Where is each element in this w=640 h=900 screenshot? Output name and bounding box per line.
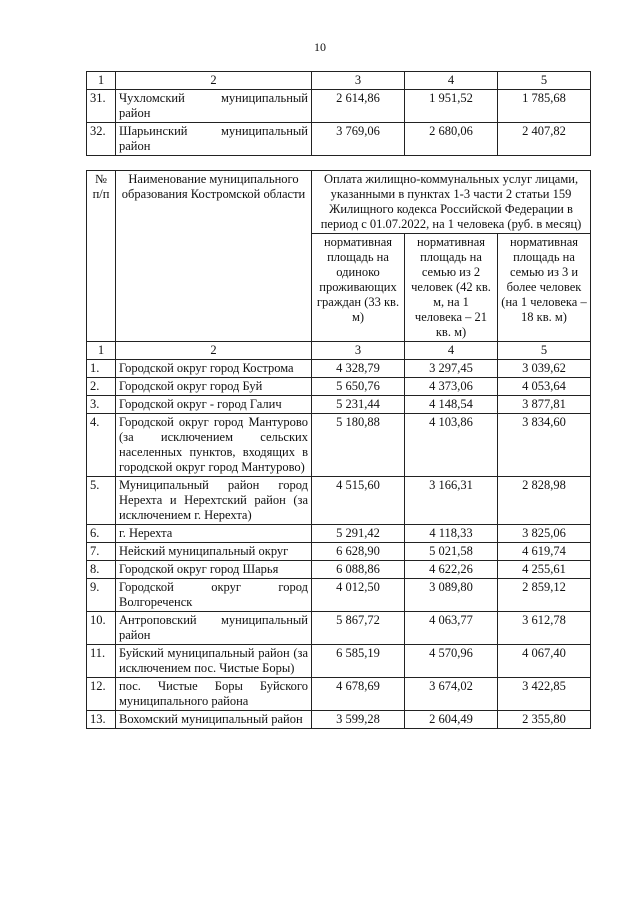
municipality-name: Антроповский муниципальный район xyxy=(116,612,312,645)
table-row xyxy=(87,477,591,525)
table-row xyxy=(87,645,591,678)
value-three: 4 067,40 xyxy=(498,645,591,678)
row-number: 1. xyxy=(87,360,116,378)
value-single: 6 585,19 xyxy=(312,645,405,678)
table-row xyxy=(87,378,591,396)
main-table xyxy=(86,170,591,729)
row-number: 10. xyxy=(87,612,116,645)
subheader-two: нормативная площадь на семью из 2 человек (42 кв. м, на 1 человека – 21 кв. м) xyxy=(405,234,498,342)
column-number: 1 xyxy=(87,342,116,360)
municipality-name: Вохомский муниципальный район xyxy=(116,711,312,729)
value-two: 4 148,54 xyxy=(405,396,498,414)
value-three: 1 785,68 xyxy=(498,90,591,123)
municipality-name: Шарьинский муниципальный район xyxy=(116,123,312,156)
municipality-name: Городской округ город Кострома xyxy=(116,360,312,378)
municipality-name: Городской округ город Мантурово (за исключением сельских населенных пунктов, входящих в городской округ город Мантурово) xyxy=(116,414,312,477)
value-three: 3 877,81 xyxy=(498,396,591,414)
row-number: 12. xyxy=(87,678,116,711)
value-two: 3 089,80 xyxy=(405,579,498,612)
subheader-three: нормативная площадь на семью из 3 и более человек (на 1 человека – 18 кв. м) xyxy=(498,234,591,342)
value-three: 2 355,80 xyxy=(498,711,591,729)
value-three: 4 053,64 xyxy=(498,378,591,396)
value-three: 3 422,85 xyxy=(498,678,591,711)
column-number: 5 xyxy=(498,72,591,90)
municipality-name: Чухломский муниципальный район xyxy=(116,90,312,123)
value-two: 3 297,45 xyxy=(405,360,498,378)
value-two: 4 118,33 xyxy=(405,525,498,543)
column-number-row xyxy=(87,72,591,90)
value-single: 2 614,86 xyxy=(312,90,405,123)
header-row xyxy=(87,171,591,234)
column-number: 3 xyxy=(312,72,405,90)
table-row xyxy=(87,579,591,612)
value-two: 1 951,52 xyxy=(405,90,498,123)
value-single: 5 231,44 xyxy=(312,396,405,414)
header-payment: Оплата жилищно-коммунальных услуг лицами, указанными в пунктах 1-3 части 2 статьи 159 Жилищного кодекса Российской Федерации в период с 01.07.2022, на 1 человека (руб. в месяц) xyxy=(312,171,591,234)
table-row xyxy=(87,414,591,477)
municipality-name: пос. Чистые Боры Буйского муниципального района xyxy=(116,678,312,711)
row-number: 32. xyxy=(87,123,116,156)
value-three: 2 828,98 xyxy=(498,477,591,525)
table-row xyxy=(87,90,591,123)
value-two: 4 570,96 xyxy=(405,645,498,678)
value-single: 4 515,60 xyxy=(312,477,405,525)
municipality-name: Нейский муниципальный округ xyxy=(116,543,312,561)
page-number: 10 xyxy=(314,40,326,54)
value-two: 4 373,06 xyxy=(405,378,498,396)
column-number: 2 xyxy=(116,72,312,90)
row-number: 2. xyxy=(87,378,116,396)
table-row xyxy=(87,123,591,156)
row-number: 31. xyxy=(87,90,116,123)
value-two: 5 021,58 xyxy=(405,543,498,561)
municipality-name: Городской округ город Волгореченск xyxy=(116,579,312,612)
municipality-name: Городской округ - город Галич xyxy=(116,396,312,414)
row-number: 13. xyxy=(87,711,116,729)
column-number: 5 xyxy=(498,342,591,360)
municipality-name: Буйский муниципальный район (за исключением пос. Чистые Боры) xyxy=(116,645,312,678)
value-three: 2 407,82 xyxy=(498,123,591,156)
row-number: 11. xyxy=(87,645,116,678)
row-number: 3. xyxy=(87,396,116,414)
row-number: 8. xyxy=(87,561,116,579)
value-two: 2 680,06 xyxy=(405,123,498,156)
value-two: 3 674,02 xyxy=(405,678,498,711)
table-row xyxy=(87,396,591,414)
value-single: 6 088,86 xyxy=(312,561,405,579)
value-two: 4 103,86 xyxy=(405,414,498,477)
table-row xyxy=(87,612,591,645)
subheader-single: нормативная площадь на одиноко проживающих граждан (33 кв. м) xyxy=(312,234,405,342)
value-three: 3 612,78 xyxy=(498,612,591,645)
row-number: 4. xyxy=(87,414,116,477)
value-single: 3 769,06 xyxy=(312,123,405,156)
value-single: 6 628,90 xyxy=(312,543,405,561)
table-row xyxy=(87,678,591,711)
value-single: 5 180,88 xyxy=(312,414,405,477)
value-single: 5 867,72 xyxy=(312,612,405,645)
value-single: 4 328,79 xyxy=(312,360,405,378)
value-single: 5 650,76 xyxy=(312,378,405,396)
column-number: 3 xyxy=(312,342,405,360)
header-num: № п/п xyxy=(87,171,116,342)
value-three: 2 859,12 xyxy=(498,579,591,612)
table-row xyxy=(87,561,591,579)
value-two: 4 622,26 xyxy=(405,561,498,579)
table-row xyxy=(87,525,591,543)
municipality-name: Городской округ город Шарья xyxy=(116,561,312,579)
row-number: 5. xyxy=(87,477,116,525)
value-single: 5 291,42 xyxy=(312,525,405,543)
table-row xyxy=(87,360,591,378)
value-single: 4 678,69 xyxy=(312,678,405,711)
column-number-row xyxy=(87,342,591,360)
table-row xyxy=(87,711,591,729)
header-name: Наименование муниципального образования Костромской области xyxy=(116,171,312,342)
row-number: 6. xyxy=(87,525,116,543)
table-row xyxy=(87,543,591,561)
value-two: 3 166,31 xyxy=(405,477,498,525)
municipality-name: г. Нерехта xyxy=(116,525,312,543)
value-three: 3 825,06 xyxy=(498,525,591,543)
row-number: 9. xyxy=(87,579,116,612)
municipality-name: Муниципальный район город Нерехта и Нерехтский район (за исключением г. Нерехта) xyxy=(116,477,312,525)
value-two: 4 063,77 xyxy=(405,612,498,645)
column-number: 4 xyxy=(405,72,498,90)
row-number: 7. xyxy=(87,543,116,561)
value-three: 3 834,60 xyxy=(498,414,591,477)
column-number: 1 xyxy=(87,72,116,90)
municipality-name: Городской округ город Буй xyxy=(116,378,312,396)
value-three: 3 039,62 xyxy=(498,360,591,378)
top-table xyxy=(86,71,591,156)
value-two: 2 604,49 xyxy=(405,711,498,729)
column-number: 2 xyxy=(116,342,312,360)
value-single: 4 012,50 xyxy=(312,579,405,612)
value-three: 4 255,61 xyxy=(498,561,591,579)
value-single: 3 599,28 xyxy=(312,711,405,729)
column-number: 4 xyxy=(405,342,498,360)
value-three: 4 619,74 xyxy=(498,543,591,561)
